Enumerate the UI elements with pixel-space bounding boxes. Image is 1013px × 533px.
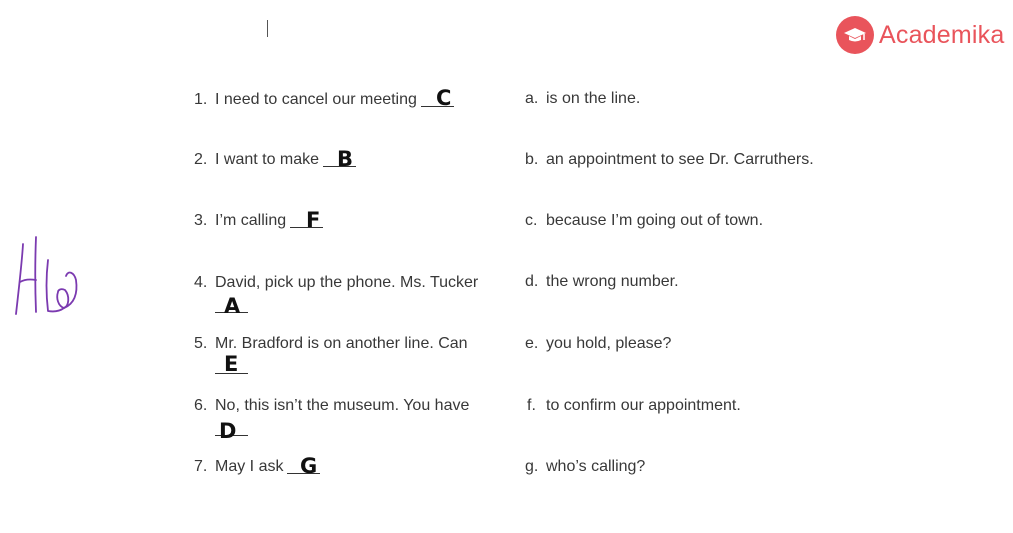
- option-item: a. is on the line.: [525, 90, 641, 107]
- answer-letter: A: [224, 294, 241, 318]
- answer-letter: B: [337, 147, 354, 171]
- question-item: 7. May I ask: [194, 457, 320, 477]
- option-item: b. an appointment to see Dr. Carruthers.: [525, 151, 814, 168]
- brand-name: Academika: [879, 20, 1005, 49]
- option-item: c. because I’m going out of town.: [525, 212, 764, 229]
- question-item: 4. David, pick up the phone. Ms. Tucker: [194, 274, 479, 291]
- question-item: 1. I need to cancel our meeting: [194, 90, 454, 110]
- option-item: d. the wrong number.: [525, 273, 679, 290]
- text-cursor: [267, 20, 268, 37]
- graduation-cap-icon: [836, 16, 874, 54]
- option-item: f. to confirm our appointment.: [527, 397, 741, 414]
- handwritten-scribble: [8, 232, 83, 320]
- answer-letter: G: [300, 454, 318, 478]
- answer-letter: C: [436, 86, 452, 110]
- question-item: 2. I want to make: [194, 150, 356, 170]
- answer-letter: D: [219, 419, 237, 443]
- answer-letter: F: [306, 208, 321, 232]
- question-item: 3. I’m calling: [194, 211, 323, 231]
- academika-logo: [836, 15, 1004, 55]
- question-item: 6. No, this isn’t the museum. You have: [194, 397, 470, 414]
- option-item: e. you hold, please?: [525, 335, 672, 352]
- option-item: g. who’s calling?: [525, 458, 646, 475]
- question-item: 5. Mr. Bradford is on another line. Can: [194, 335, 468, 352]
- answer-letter: E: [224, 352, 239, 376]
